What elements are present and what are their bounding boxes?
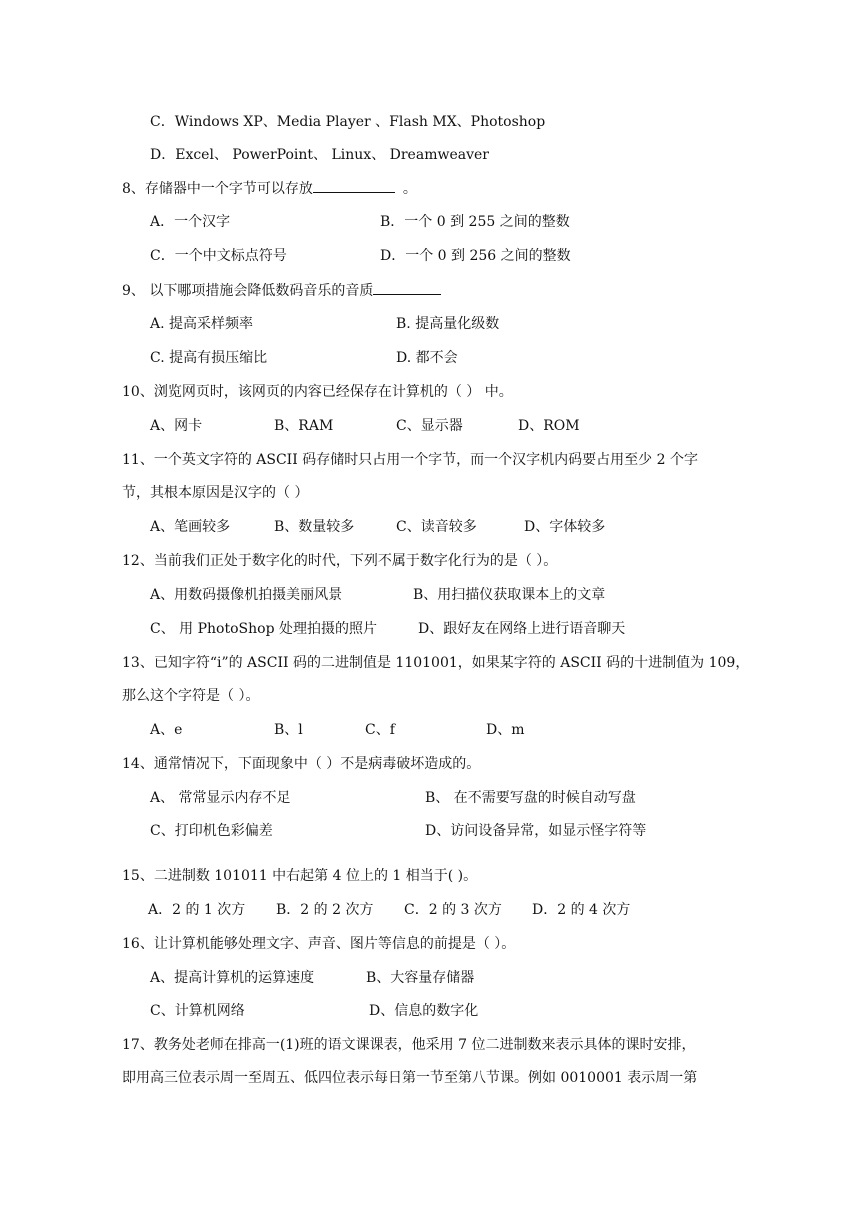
q15-option-c: C．2 的 3 次方: [404, 902, 502, 918]
q9-option-c: C. 提高有损压缩比: [150, 350, 268, 366]
q16-option-c: C、计算机网络: [150, 1003, 245, 1019]
q7-option-c: C．Windows XP、Media Player 、Flash MX、Photoshop: [150, 114, 546, 130]
q13-option-c: C、f: [365, 722, 395, 738]
q15-option-d: D．2 的 4 次方: [532, 902, 631, 918]
q13-stem-line2: 那么这个字符是（ ）。: [122, 688, 260, 704]
q12-option-c: C、 用 PhotoShop 处理拍摄的照片: [150, 621, 377, 637]
q9-option-d: D. 都不会: [396, 350, 458, 366]
q13-option-b: B、l: [274, 722, 303, 738]
q9-option-b: B. 提高量化级数: [396, 316, 500, 332]
q11-option-d: D、字体较多: [524, 519, 606, 535]
q11-option-b: B、数量较多: [274, 519, 355, 535]
q8-option-a: A．一个汉字: [150, 214, 231, 230]
q13-option-d: D、m: [486, 722, 525, 738]
q12-option-d: D、跟好友在网络上进行语音聊天: [418, 621, 626, 637]
q17-stem-line2: 即用高三位表示周一至周五、低四位表示每日第一节至第八节课。例如 0010001 表示周一第: [122, 1070, 698, 1086]
q8-option-b: B．一个 0 到 255 之间的整数: [380, 214, 570, 230]
q10-stem: 10、浏览网页时，该网页的内容已经保存在计算机的（ ） 中。: [122, 384, 513, 400]
q9-stem-text: 9、 以下哪项措施会降低数码音乐的音质: [122, 283, 374, 299]
q11-option-a: A、笔画较多: [150, 519, 231, 535]
q16-option-b: B、大容量存储器: [366, 970, 475, 986]
q9-answer-blank: [373, 280, 441, 295]
q14-option-d: D、访问设备异常，如显示怪字符等: [425, 823, 647, 839]
q14-option-a: A、 常常显示内存不足: [150, 790, 291, 806]
q16-option-a: A、提高计算机的运算速度: [150, 970, 315, 986]
q13-option-a: A、e: [150, 722, 183, 738]
q15-option-a: A．2 的 1 次方: [148, 902, 246, 918]
q8-stem-tail: 。: [402, 181, 417, 197]
q16-option-d: D、信息的数字化: [369, 1003, 479, 1019]
q8-option-c: C．一个中文标点符号: [150, 248, 287, 264]
q8-stem: [122, 178, 417, 199]
q17-stem-line1: 17、教务处老师在排高一(1)班的语文课课表，他采用 7 位二进制数来表示具体的课时安排，: [122, 1037, 696, 1053]
q14-stem: 14、通常情况下，下面现象中（ ）不是病毒破坏造成的。: [122, 756, 481, 772]
q10-option-a: A、网卡: [150, 418, 203, 434]
q12-option-a: A、用数码摄像机拍摄美丽风景: [150, 587, 343, 603]
q7-option-d: D．Excel、 PowerPoint、 Linux、 Dreamweaver: [150, 147, 489, 163]
q13-stem-line1: 13、已知字符“i”的 ASCII 码的二进制值是 1101001，如果某字符的 ASCII 码的十进制值为 109，: [122, 655, 750, 671]
q8-stem-text: 8、存储器中一个字节可以存放: [122, 181, 313, 197]
q11-stem-line1: 11、一个英文字符的 ASCII 码存储时只占用一个字节，而一个汉字机内码要占用至少 2 个字: [122, 452, 698, 468]
q14-option-c: C、打印机色彩偏差: [150, 823, 273, 839]
q10-option-b: B、RAM: [274, 418, 334, 434]
q9-stem: [122, 280, 441, 301]
q9-option-a: A. 提高采样频率: [150, 316, 254, 332]
q14-option-b: B、 在不需要写盘的时候自动写盘: [425, 790, 636, 806]
q10-option-c: C、显示器: [396, 418, 463, 434]
q15-stem: 15、二进制数 101011 中右起第 4 位上的 1 相当于( )。: [122, 868, 478, 884]
q8-answer-blank: [313, 178, 395, 193]
q16-stem: 16、让计算机能够处理文字、声音、图片等信息的前提是（ ）。: [122, 936, 516, 952]
q11-option-c: C、读音较多: [396, 519, 477, 535]
q12-option-b: B、用扫描仪获取课本上的文章: [413, 587, 606, 603]
q12-stem: 12、当前我们正处于数字化的时代，下列不属于数字化行为的是（ ）。: [122, 553, 558, 569]
q15-option-b: B．2 的 2 次方: [276, 902, 374, 918]
q11-stem-line2: 节，其根本原因是汉字的（ ）: [122, 485, 309, 501]
q10-option-d: D、ROM: [518, 418, 580, 434]
q8-option-d: D．一个 0 到 256 之间的整数: [380, 248, 571, 264]
